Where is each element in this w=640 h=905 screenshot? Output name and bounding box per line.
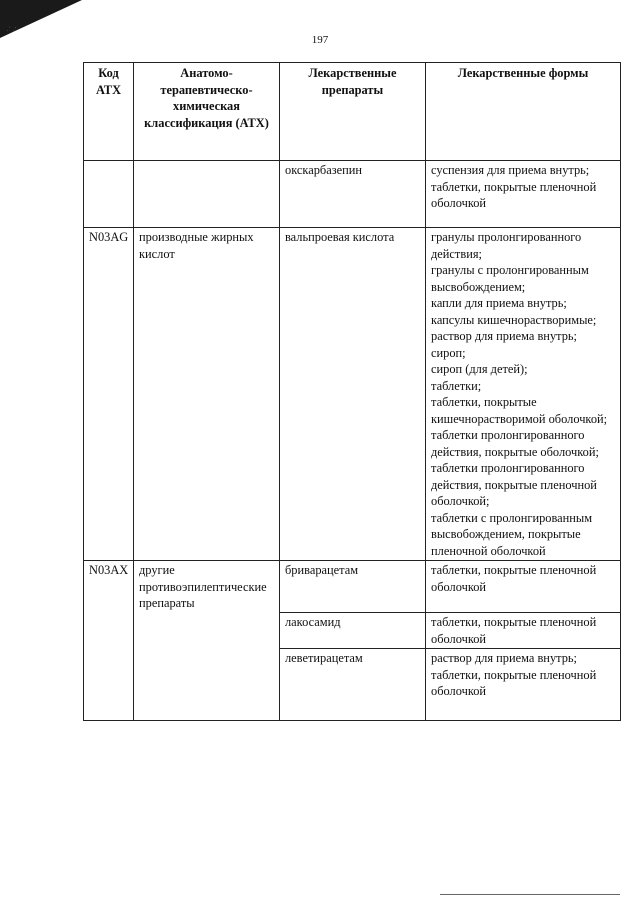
drug-cell: лакосамид: [280, 613, 426, 649]
forms-cell: таблетки, покрытые пленочной оболочкой: [426, 561, 621, 613]
scan-bottom-line: [440, 894, 620, 895]
atx-code-cell: N03AX: [84, 561, 134, 721]
forms-cell: таблетки, покрытые пленочной оболочкой: [426, 613, 621, 649]
drug-cell: леветирацетам: [280, 649, 426, 721]
classification-cell: другие противоэпилептические препараты: [134, 561, 280, 721]
header-classification: Анатомо-терапевтическо-химическая классификация (АТХ): [134, 63, 280, 161]
forms-cell: гранулы пролонгированного действия; гранулы с пролонгированным высвобождением; капли для приема внутрь; капсулы кишечнорастворимые; раствор для приема внутрь; сироп; сироп (для детей); таблетки; таблетки, покрытые кишечнорастворимой оболочкой; таблетки пролонгированного действия, покрытые оболочкой; таблетки пролонгированного действия, покрытые пленочной оболочкой; таблетки с пролонгированным высвобождением, покрытые пленочной оболочкой: [426, 228, 621, 561]
atx-code-cell: [84, 161, 134, 228]
forms-cell: раствор для приема внутрь; таблетки, покрытые пленочной оболочкой: [426, 649, 621, 721]
forms-cell: суспензия для приема внутрь; таблетки, покрытые пленочной оболочкой: [426, 161, 621, 228]
table-row: [84, 161, 621, 228]
header-drugs: Лекарственные препараты: [280, 63, 426, 161]
page-number: 197: [311, 34, 329, 46]
classification-cell: [134, 161, 280, 228]
header-forms: Лекарственные формы: [426, 63, 621, 161]
header-code: Код АТХ: [84, 63, 134, 161]
atx-code-cell: N03AG: [84, 228, 134, 561]
atx-table: [83, 62, 621, 721]
drug-cell: вальпроевая кислота: [280, 228, 426, 561]
table-header-row: [84, 63, 621, 161]
table-row: [84, 561, 621, 613]
drug-cell: окскарбазепин: [280, 161, 426, 228]
table-row: [84, 228, 621, 561]
classification-cell: производные жирных кислот: [134, 228, 280, 561]
scan-artifact: ·˙.·: [4, 22, 19, 36]
drug-cell: бриварацетам: [280, 561, 426, 613]
